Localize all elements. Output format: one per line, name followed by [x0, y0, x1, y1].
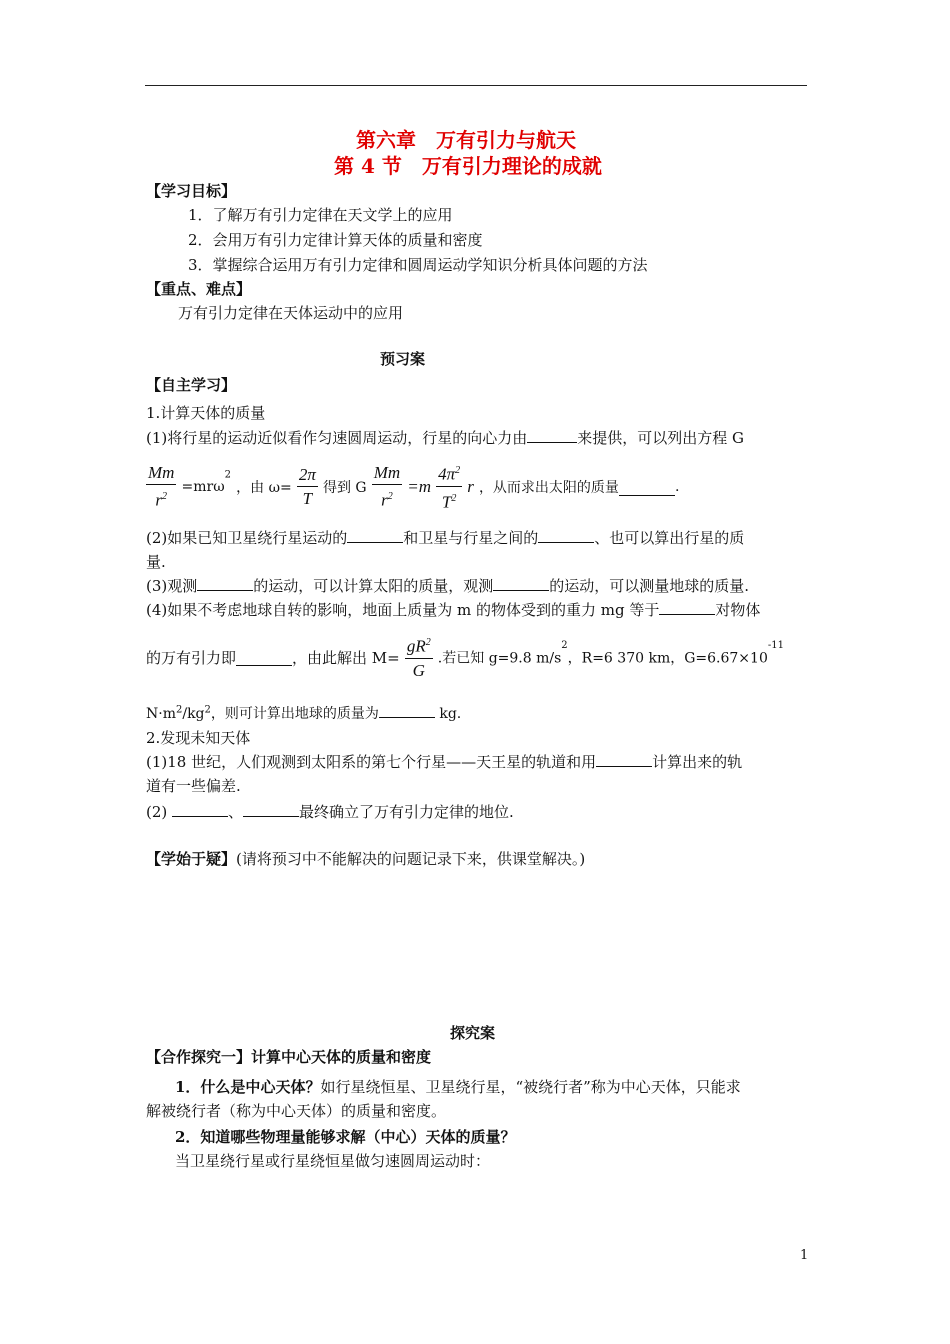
explore-p3: 当卫星绕行星或行星绕恒星做匀速圆周运动时：	[175, 1152, 491, 1170]
answer-blank	[619, 479, 675, 496]
answer-blank	[493, 575, 549, 591]
goal-item: 2．会用万有引力定律计算天体的质量和密度	[188, 231, 483, 249]
goal-item: 1．了解万有引力定律在天文学上的应用	[188, 206, 453, 224]
answer-blank	[379, 703, 435, 718]
q2-1-cont: 道有一些偏差.	[146, 777, 241, 795]
answer-blank	[538, 527, 594, 543]
answer-blank	[527, 427, 577, 443]
chapter-title: 第六章 万有引力与航天	[356, 128, 576, 152]
q2-1-line: (1)18 世纪，人们观测到太阳系的第七个行星——天王星的轨道和用 计算出来的轨	[146, 753, 743, 771]
self-study-heading: 【自主学习】	[146, 376, 237, 394]
answer-blank	[243, 801, 299, 817]
section-title: 第 4 节 万有引力理论的成就	[334, 154, 602, 178]
header-rule	[145, 85, 807, 86]
answer-blank	[197, 575, 253, 591]
fraction-2pi-T: $\frac{2\pi}{T}$	[298, 464, 316, 508]
answer-blank	[172, 801, 228, 817]
q1-2-cont: 量.	[146, 553, 166, 571]
doubt-text: (请将预习中不能解决的问题记录下来，供课堂解决。)	[236, 850, 586, 868]
q2-title: 2.发现未知天体	[146, 729, 251, 747]
goal-item: 3．掌握综合运用万有引力定律和圆周运动学知识分析具体问题的方法	[188, 256, 648, 274]
fraction-Mm-r2: $\frac{Mm}{r^2}$	[373, 462, 401, 510]
answer-blank	[596, 751, 652, 767]
answer-blank	[236, 649, 292, 666]
q1-title: 1.计算天体的质量	[146, 404, 266, 422]
answer-blank	[347, 527, 403, 543]
explore-p1: 1．什么是中心天体？如行星绕恒星、卫星绕行星，“被绕行者”称为中心天体，只能求	[175, 1078, 741, 1096]
answer-blank	[659, 599, 715, 615]
explore-heading: 【合作探究一】计算中心天体的质量和密度	[146, 1048, 432, 1066]
q1-3-line: (3)观测 的运动，可以计算太阳的质量，观测 的运动，可以测量地球的质量.	[146, 577, 750, 595]
preview-title: 预习案	[380, 350, 426, 368]
explore-title: 探究案	[450, 1024, 496, 1042]
fraction-Mm-r2: $\frac{Mm}{r^2}$	[148, 462, 175, 510]
q1-4-line: (4)如果不考虑地球自转的影响，地面上质量为 m 的物体受到的重力 mg 等于 对物体	[146, 601, 761, 619]
doubt-line	[146, 848, 585, 869]
explore-p2: 2．知道哪些物理量能够求解（中心）天体的质量？	[175, 1128, 516, 1146]
fraction-gR2-G: $\frac{gR^2}{G}$	[405, 632, 433, 683]
page-number: 1	[800, 1248, 809, 1263]
q1-4-result-line: $N\cdot m^2/kg^2$，则可计算出地球的质量为 kg.	[146, 704, 462, 722]
key-heading: 【重点、难点】	[146, 280, 252, 298]
q2-2-line: (2) 、 最终确立了万有引力定律的地位.	[146, 803, 514, 821]
doubt-heading: 【学始于疑】	[146, 850, 237, 868]
fraction-4pi2-T2: $\frac{4\pi^2}{T^2}$	[436, 460, 462, 514]
goals-heading: 【学习目标】	[146, 182, 237, 200]
key-text: 万有引力定律在天体运动中的应用	[178, 304, 404, 322]
formula-row-1: $\frac{Mm}{r^2}$ =mrω$^2$ ，由 ω= $\frac{2\pi}{T}$ 得到 G $\frac{Mm}{r^2}$ =m $\frac{4\pi^2}{T^2}$ r ，从而求出太阳的质量 .	[146, 460, 679, 514]
q1-2-line: (2)如果已知卫星绕行星运动的 和卫星与行星之间的 、也可以算出行星的质	[146, 529, 745, 547]
q1-4-formula-line: 的万有引力即 ，由此解出 M= $\frac{gR^2}{G}$ .若已知 g=9.8 $m/s^2$，R=6 370 km，$G=6.67\times 10^{-11}$	[146, 632, 784, 683]
explore-p1-cont: 解被绕行者（称为中心天体）的质量和密度。	[146, 1102, 447, 1120]
q1-1-line: (1)将行星的运动近似看作匀速圆周运动，行星的向心力由 来提供，可以列出方程 G	[146, 429, 745, 447]
